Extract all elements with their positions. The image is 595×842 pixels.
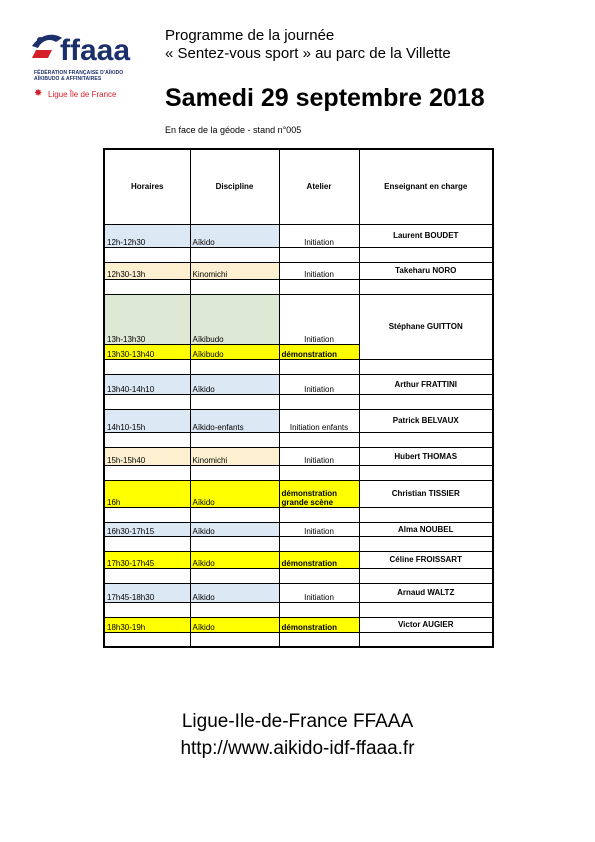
spacer-row [104, 507, 493, 522]
empty-cell [190, 602, 279, 617]
time-cell: 16h30-17h15 [104, 522, 190, 536]
empty-cell [104, 465, 190, 480]
atelier-cell: Initiation enfants [279, 409, 359, 432]
spacer-row [104, 359, 493, 374]
empty-cell [190, 394, 279, 409]
footer-organization: Ligue-Ile-de-France FFAAA [181, 711, 414, 732]
empty-cell [104, 247, 190, 262]
empty-cell [104, 536, 190, 551]
atelier-cell: démonstration [279, 551, 359, 568]
federation-name: FÉDÉRATION FRANÇAISE D'AÏKIDO AÏKIBUDO & AFFINITAIRES [34, 70, 124, 82]
spacer-row [104, 602, 493, 617]
empty-cell [359, 279, 493, 294]
discipline-cell: Kinomichi [190, 262, 279, 279]
atelier-cell: Initiation [279, 522, 359, 536]
atelier-cell: Initiation [279, 224, 359, 247]
column-header: Atelier [279, 149, 359, 224]
time-cell: 16h [104, 480, 190, 507]
empty-cell [359, 507, 493, 522]
spacer-row [104, 632, 493, 647]
column-header: Discipline [190, 149, 279, 224]
schedule-table [103, 148, 494, 648]
teacher-cell: Patrick BELVAUX [359, 409, 493, 432]
atelier-cell: Initiation [279, 583, 359, 602]
time-cell: 14h10-15h [104, 409, 190, 432]
atelier-cell: Initiation [279, 262, 359, 279]
empty-cell [104, 279, 190, 294]
empty-cell [359, 632, 493, 647]
empty-cell [359, 568, 493, 583]
empty-cell [190, 632, 279, 647]
ligue-name: Ligue Île de France [48, 90, 117, 99]
spacer-row [104, 536, 493, 551]
time-cell: 12h30-13h [104, 262, 190, 279]
empty-cell [279, 359, 359, 374]
empty-cell [279, 536, 359, 551]
empty-cell [104, 632, 190, 647]
ffaaa-logo [26, 28, 146, 108]
time-cell: 12h-12h30 [104, 224, 190, 247]
table-row [104, 262, 493, 279]
teacher-cell: Victor AUGIER [359, 617, 493, 632]
footer-url[interactable]: http://www.aikido-idf-ffaaa.fr [180, 738, 415, 759]
atelier-cell: démonstration [279, 344, 359, 359]
discipline-cell: Aïkido [190, 374, 279, 394]
empty-cell [279, 465, 359, 480]
table-row [104, 583, 493, 602]
time-cell: 13h-13h30 [104, 294, 190, 344]
empty-cell [279, 279, 359, 294]
discipline-cell: Aïkido-enfants [190, 409, 279, 432]
spacer-row [104, 394, 493, 409]
discipline-cell: Aïkido [190, 551, 279, 568]
empty-cell [279, 568, 359, 583]
atelier-cell: Initiation [279, 447, 359, 465]
teacher-cell: Alma NOUBEL [359, 522, 493, 536]
empty-cell [104, 359, 190, 374]
empty-cell [359, 432, 493, 447]
time-cell: 17h30-17h45 [104, 551, 190, 568]
spacer-row [104, 279, 493, 294]
star-icon: ✸ [34, 88, 43, 99]
time-cell: 13h30-13h40 [104, 344, 190, 359]
discipline-cell: Aïkido [190, 480, 279, 507]
empty-cell [279, 432, 359, 447]
empty-cell [190, 432, 279, 447]
time-cell: 17h45-18h30 [104, 583, 190, 602]
discipline-cell: Aïkido [190, 224, 279, 247]
table-row [104, 551, 493, 568]
empty-cell [104, 602, 190, 617]
empty-cell [190, 465, 279, 480]
teacher-cell: Céline FROISSART [359, 551, 493, 568]
empty-cell [104, 507, 190, 522]
empty-cell [279, 247, 359, 262]
spacer-row [104, 432, 493, 447]
empty-cell [359, 602, 493, 617]
empty-cell [190, 247, 279, 262]
atelier-cell: démonstration [279, 617, 359, 632]
header-line1: Programme de la journée [165, 27, 335, 44]
schedule-body [104, 224, 493, 647]
empty-cell [359, 247, 493, 262]
teacher-cell: Arthur FRATTINI [359, 374, 493, 394]
time-cell: 15h-15h40 [104, 447, 190, 465]
empty-cell [359, 465, 493, 480]
spacer-row [104, 465, 493, 480]
empty-cell [359, 394, 493, 409]
empty-cell [190, 568, 279, 583]
atelier-cell: Initiation [279, 374, 359, 394]
empty-cell [279, 602, 359, 617]
atelier-cell: démonstration grande scène [279, 480, 359, 507]
table-row [104, 224, 493, 247]
empty-cell [359, 359, 493, 374]
table-row [104, 447, 493, 465]
table-row [104, 409, 493, 432]
discipline-cell: Aïkido [190, 583, 279, 602]
discipline-cell: Aïkido [190, 522, 279, 536]
empty-cell [279, 394, 359, 409]
empty-cell [104, 394, 190, 409]
teacher-cell: Stéphane GUITTON [359, 294, 493, 359]
column-header: Horaires [104, 149, 190, 224]
table-row [104, 374, 493, 394]
header-line2: « Sentez-vous sport » au parc de la Villette [165, 45, 451, 62]
page-title: Samedi 29 septembre 2018 [165, 84, 485, 112]
table-header-row [104, 149, 493, 224]
teacher-cell: Takeharu NORO [359, 262, 493, 279]
table-row [104, 617, 493, 632]
empty-cell [104, 432, 190, 447]
empty-cell [279, 632, 359, 647]
empty-cell [359, 536, 493, 551]
discipline-cell: Kinomichi [190, 447, 279, 465]
table-row [104, 480, 493, 507]
time-cell: 13h40-14h10 [104, 374, 190, 394]
location-subtitle: En face de la géode - stand n°005 [165, 125, 302, 135]
ffaaa-logo-icon [26, 28, 146, 72]
column-header: Enseignant en charge [359, 149, 493, 224]
time-cell: 18h30-19h [104, 617, 190, 632]
empty-cell [279, 507, 359, 522]
table-row [104, 294, 493, 344]
spacer-row [104, 568, 493, 583]
spacer-row [104, 247, 493, 262]
teacher-cell: Hubert THOMAS [359, 447, 493, 465]
logo-brand-text: ffaaa [60, 34, 131, 67]
empty-cell [190, 359, 279, 374]
empty-cell [190, 507, 279, 522]
teacher-cell: Christian TISSIER [359, 480, 493, 507]
empty-cell [190, 279, 279, 294]
empty-cell [190, 536, 279, 551]
atelier-cell: Initiation [279, 294, 359, 344]
discipline-cell: Aïkibudo [190, 344, 279, 359]
discipline-cell: Aïkido [190, 617, 279, 632]
discipline-cell: Aïkibudo [190, 294, 279, 344]
table-row [104, 522, 493, 536]
empty-cell [104, 568, 190, 583]
teacher-cell: Arnaud WALTZ [359, 583, 493, 602]
teacher-cell: Laurent BOUDET [359, 224, 493, 247]
